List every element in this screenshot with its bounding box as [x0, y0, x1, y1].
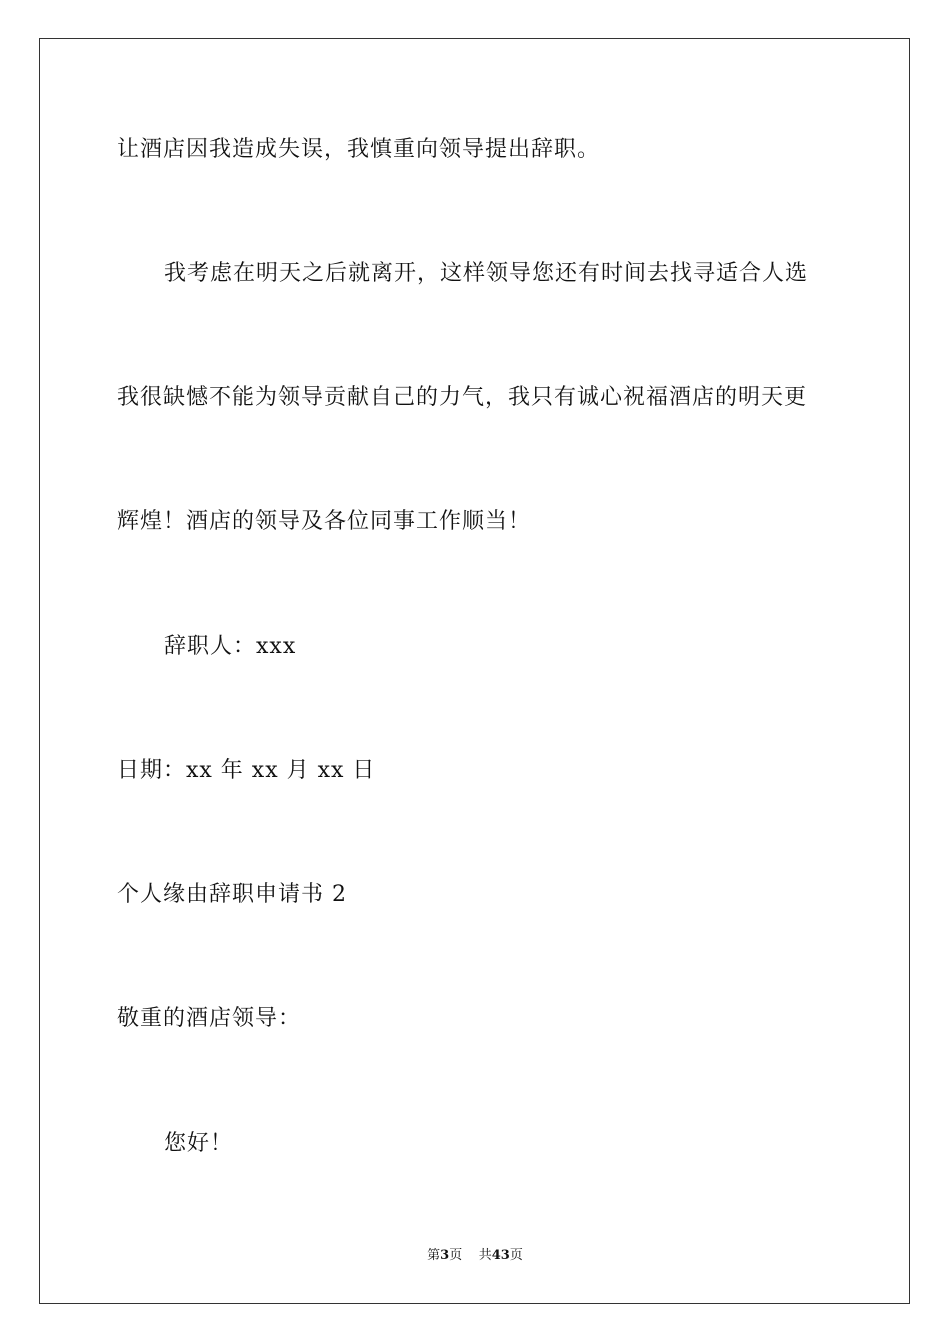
page-number: 3: [440, 1248, 450, 1263]
body-line-1: 让酒店因我造成失误，我慎重向领导提出辞职。: [117, 137, 601, 162]
page-footer: [0, 1247, 950, 1265]
total-prefix: 共: [478, 1248, 492, 1263]
total-suffix: 页: [509, 1248, 523, 1263]
total-pages: 43: [491, 1248, 510, 1263]
salutation: 敬重的酒店领导：: [117, 1006, 302, 1031]
date-line: 日期：xx 年 xx 月 xx 日: [117, 758, 376, 783]
page-border: [39, 38, 910, 1304]
section-title: 个人缘由辞职申请书 2: [117, 882, 347, 907]
greeting: 您好！: [164, 1131, 234, 1156]
body-line-2: 我考虑在明天之后就离开，这样领导您还有时间去找寻适合人选: [164, 261, 809, 286]
page-suffix: 页: [449, 1248, 463, 1263]
signature-line: 辞职人：xxx: [164, 634, 297, 659]
body-line-3: 我很缺憾不能为领导贡献自己的力气，我只有诚心祝福酒店的明天更: [117, 385, 808, 410]
page-prefix: 第: [427, 1248, 441, 1263]
body-line-4: 辉煌！酒店的领导及各位同事工作顺当！: [117, 509, 532, 534]
